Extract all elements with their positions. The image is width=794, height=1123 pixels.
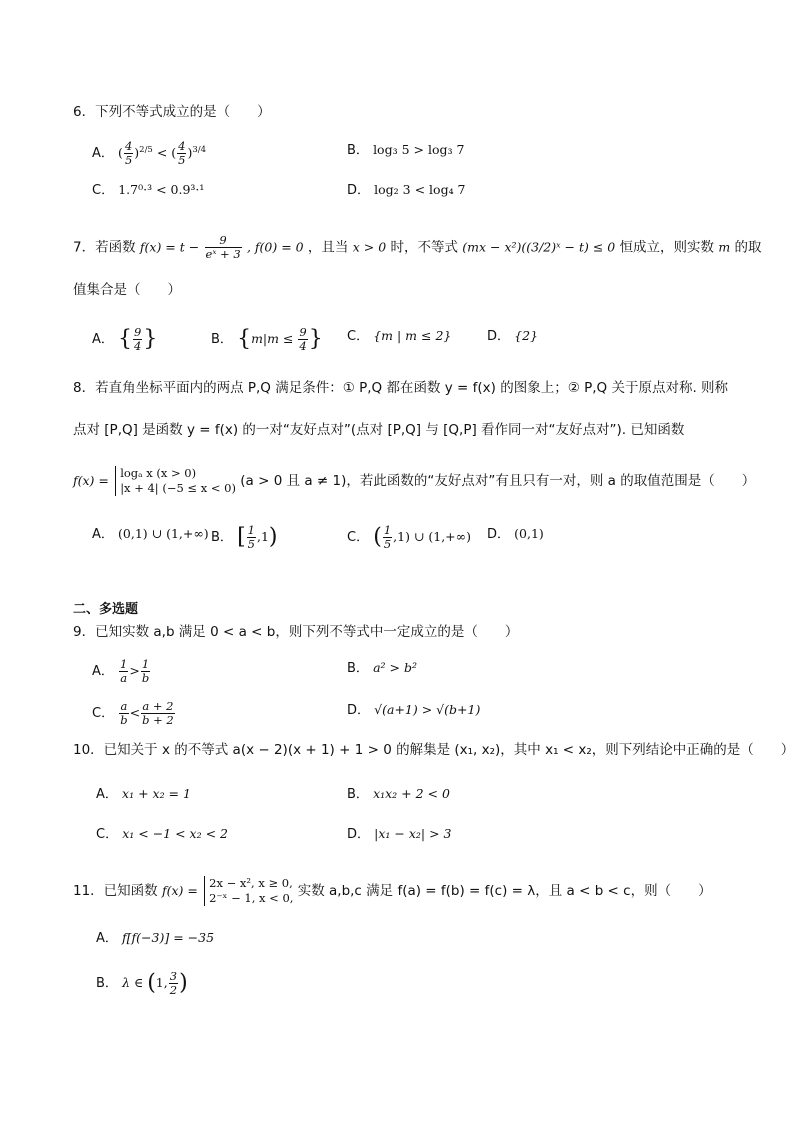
q10-option-c[interactable]: C． x₁ < −1 < x₂ < 2	[96, 826, 228, 842]
q7-d-expr: {2}	[514, 328, 539, 343]
q8-option-b[interactable]: B． [ $\frac{1}{5}$ ,1)	[211, 523, 278, 551]
question-8-line1: 8．若直角坐标平面内的两点 P,Q 满足条件：① P,Q 都在函数 y = f(x) 的图象上；② P,Q 关于原点对称. 则称	[73, 380, 729, 396]
q8-option-c[interactable]: C． ( $\frac{1}{5}$ ,1) ∪ (1,+∞)	[347, 523, 471, 551]
q11-option-b[interactable]: B． λ ∈ (1, $\frac{3}{2}$ )	[96, 969, 188, 997]
question-8-line2: 点对 [P,Q] 是函数 y = f(x) 的一对“友好点对”(点对 [P,Q] 与 [Q,P] 看作同一对“友好点对”). 已知函数	[73, 422, 685, 438]
q8-option-a[interactable]: A． (0,1) ∪ (1,+∞)	[92, 526, 209, 542]
q6-option-a[interactable]	[92, 140, 206, 167]
q6-option-d[interactable]	[347, 180, 466, 201]
q7-c-expr: {m | m ≤ 2}	[373, 328, 452, 343]
q8-option-d[interactable]: D． (0,1)	[487, 526, 544, 542]
section-heading: 二、多选题	[73, 602, 139, 617]
q8-c-expr: ( $\frac{1}{5}$ ,1) ∪ (1,+∞)	[373, 523, 471, 551]
q10-option-d[interactable]: D． |x₁ − x₂| > 3	[347, 826, 452, 842]
q11-b-expr: λ ∈ (1, $\frac{3}{2}$ )	[122, 969, 188, 997]
q9-option-a[interactable]: A． $\frac{1}{a}$ > $\frac{1}{b}$	[92, 657, 150, 685]
q9-option-b[interactable]: B． a² > b²	[347, 660, 417, 676]
question-7-stem: 7．若函数 f(x) = t − $\frac{9}{\text{eˣ + 3}}$ , f(0) = 0 ，且当 x > 0 时，不等式 (mx − x²)((3/2)ˣ − t) ≤ 0 恒成立，则实数 m 的取	[73, 233, 762, 261]
question-11-stem: 11．已知函数 f(x) = 2x − x², x ≥ 0, 2⁻ˣ − 1, x < 0, 实数 a,b,c 满足 f(a) = f(b) = f(c) = λ，且 a < b < c，则（ ）	[73, 876, 712, 905]
question-7-stem-line2: 值集合是（ ）	[73, 282, 181, 298]
q7-option-d[interactable]: D． {2}	[487, 328, 539, 344]
q8-d-expr: (0,1)	[514, 526, 544, 541]
option-label: B．	[347, 143, 369, 158]
q11-piecewise: 2x − x², x ≥ 0, 2⁻ˣ − 1, x < 0,	[204, 876, 293, 906]
q6-option-c[interactable]	[92, 180, 204, 201]
q11-a-expr: f[f(−3)] = −35	[122, 930, 215, 945]
q9-d-expr: √(a+1) > √(b+1)	[374, 702, 481, 717]
q7-option-b[interactable]: B． {m|m ≤ $\frac{9}{4}$ }	[211, 325, 323, 353]
option-label: C．	[92, 183, 115, 198]
q6-c-expr: 1.7⁰·³ < 0.9³·¹	[118, 182, 205, 197]
q8-piecewise: logₐ x (x > 0) |x + 4| (−5 ≤ x < 0)	[115, 466, 236, 496]
option-label: D．	[347, 183, 371, 198]
q9-option-d[interactable]: D． √(a+1) > √(b+1)	[347, 702, 481, 718]
q10-option-b[interactable]: B． x₁x₂ + 2 < 0	[347, 786, 450, 802]
q10-a-expr: x₁ + x₂ = 1	[122, 786, 191, 801]
question-8-line3: f(x) = logₐ x (x > 0) |x + 4| (−5 ≤ x < 0) (a > 0 且 a ≠ 1)，若此函数的“友好点对”有且只有一对，则 a 的取值范围是（ ）	[73, 466, 756, 495]
q11-option-a[interactable]: A． f[f(−3)] = −35	[96, 930, 215, 946]
q7-option-c[interactable]: C． {m | m ≤ 2}	[347, 328, 452, 344]
q7-a-expr: { $\frac{9}{4}$ }	[118, 325, 158, 353]
question-9-stem: 9．已知实数 a,b 满足 0 < a < b，则下列不等式中一定成立的是（ ）	[73, 624, 519, 640]
q8-a-expr: (0,1) ∪ (1,+∞)	[118, 526, 209, 541]
option-label: A．	[92, 146, 114, 161]
q6-b-expr: log₃ 5 > log₃ 7	[373, 142, 465, 157]
q7-b-expr: {m|m ≤ $\frac{9}{4}$ }	[237, 325, 323, 353]
question-6-stem: 6．下列不等式成立的是（ ）	[73, 104, 271, 120]
q6-d-expr: log₂ 3 < log₄ 7	[374, 182, 466, 197]
q6-a-expr: ( $\frac{4}{5}$ )$^{2/5}$ < ( $\frac{4}{5}$ )$^{3/4}$	[118, 139, 207, 167]
q7-option-a[interactable]: A． { $\frac{9}{4}$ }	[92, 325, 158, 353]
question-10-stem: 10．已知关于 x 的不等式 a(x − 2)(x + 1) + 1 > 0 的解集是 (x₁, x₂)，其中 x₁ < x₂，则下列结论中正确的是（ ）	[73, 742, 794, 758]
q10-c-expr: x₁ < −1 < x₂ < 2	[122, 826, 228, 841]
q10-d-expr: |x₁ − x₂| > 3	[374, 826, 452, 841]
q6-option-b[interactable]	[347, 140, 464, 161]
q9-a-expr: $\frac{1}{a}$ > $\frac{1}{b}$	[120, 657, 150, 685]
q9-option-c[interactable]: C． $\frac{a}{b}$ < $\frac{a + 2}{b + 2}$	[92, 699, 174, 727]
q9-b-expr: a² > b²	[373, 660, 417, 675]
q8-b-expr: [ $\frac{1}{5}$ ,1)	[237, 523, 278, 551]
q10-option-a[interactable]: A． x₁ + x₂ = 1	[96, 786, 191, 802]
q7-fraction: $\frac{9}{\text{eˣ + 3}}$	[205, 233, 241, 261]
q9-c-expr: $\frac{a}{b}$ < $\frac{a + 2}{b + 2}$	[120, 699, 174, 727]
q10-b-expr: x₁x₂ + 2 < 0	[373, 786, 450, 801]
